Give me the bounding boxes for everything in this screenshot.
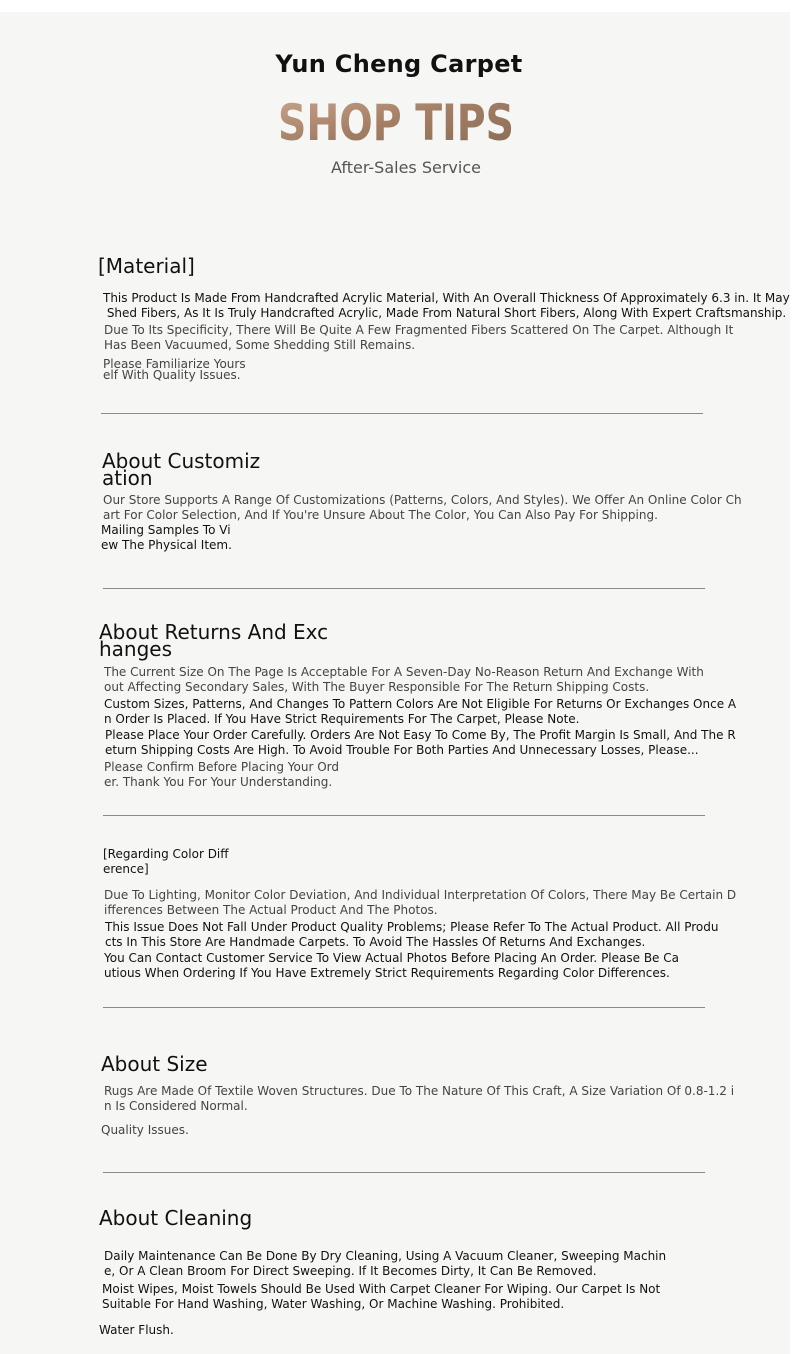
logo-text: SHOP TIPS (278, 94, 514, 152)
section-divider (103, 1172, 705, 1173)
returns-paragraph-3: Please Place Your Order Carefully. Orders Are Not Easy To Come By, The Profit Margin Is Small, And The R eturn Shipping Costs Are High. To Avoid Trouble For Both Parties And Unnecessary Losses, Please... (105, 728, 736, 757)
returns-paragraph-4: Please Confirm Before Placing Your Ord er. Thank You For Your Understanding. (104, 760, 340, 789)
cleaning-paragraph-2: Moist Wipes, Moist Towels Should Be Used With Carpet Cleaner For Wiping. Our Carpet Is Not Suitable For Hand Washing, Water Washing, Or Machine Washing. Prohibited. (102, 1282, 661, 1311)
size-paragraph-2: Quality Issues. (101, 1123, 189, 1137)
section-title-color-difference: [Regarding Color Diff erence] (103, 847, 229, 876)
size-paragraph-1: Rugs Are Made Of Textile Woven Structures. Due To The Nature Of This Craft, A Size Variation Of 0.8-1.2 i n Is Considered Normal. (104, 1084, 735, 1113)
returns-paragraph-1: The Current Size On The Page Is Acceptable For A Seven-Day No-Reason Return And Exchange With out Affecting Secondary Sales, With The Buyer Responsible For The Return Shipping Costs. (104, 665, 704, 694)
page-subtitle: After-Sales Service (331, 158, 481, 177)
section-title-cleaning: About Cleaning (99, 1206, 253, 1230)
cleaning-paragraph-3: Water Flush. (99, 1323, 174, 1337)
returns-paragraph-2: Custom Sizes, Patterns, And Changes To Pattern Colors Are Not Eligible For Returns Or Exchanges Once A n Order Is Placed. If You Have Strict Requirements For The Carpet, Please Note. (104, 697, 737, 726)
shop-tips-logo (276, 80, 516, 152)
material-paragraph-2: Due To Its Specificity, There Will Be Quite A Few Fragmented Fibers Scattered On The Carpet. Although It Has Been Vacuumed, Some Shedding Still Remains. (104, 323, 734, 352)
material-paragraph-3: Please Familiarize Yours elf With Quality Issues. (103, 357, 246, 382)
section-divider (103, 588, 705, 589)
section-title-size: About Size (101, 1052, 208, 1076)
section-divider (103, 815, 705, 816)
cleaning-paragraph-1: Daily Maintenance Can Be Done By Dry Cleaning, Using A Vacuum Cleaner, Sweeping Machin e, Or A Clean Broom For Direct Sweeping. If It Becomes Dirty, It Can Be Removed. (104, 1249, 667, 1278)
section-title-returns: About Returns And Exc hanges (99, 620, 329, 661)
color-paragraph-1: Due To Lighting, Monitor Color Deviation, And Individual Interpretation Of Colors, There May Be Certain D ifferences Between The Actual Product And The Photos. (104, 888, 737, 917)
material-paragraph-1: This Product Is Made From Handcrafted Acrylic Material, With An Overall Thickness Of Approximately 6.3 in. It May Shed Fibers, As It Is Truly Handcrafted Acrylic, Made From Natural Short Fibers, Along With Expert Craftsmanship. (103, 291, 790, 320)
customization-paragraph-1: Our Store Supports A Range Of Customizations (Patterns, Colors, And Styles). We Offer An Online Color Ch art For Color Selection, And If You're Unsure About The Color, You Can Also Pay For Shipping. (103, 493, 742, 522)
section-divider (101, 413, 703, 414)
section-divider (103, 1007, 705, 1008)
customization-paragraph-2: Mailing Samples To Vi ew The Physical Item. (101, 523, 232, 552)
section-title-material: [Material] (98, 254, 195, 278)
color-paragraph-2: This Issue Does Not Fall Under Product Quality Problems; Please Refer To The Actual Product. All Produ cts In This Store Are Handmade Carpets. To Avoid The Hassles Of Returns And Exchanges. (105, 920, 719, 949)
brand-name: Yun Cheng Carpet (275, 50, 523, 78)
section-title-customization: About Customiz ation (102, 449, 261, 490)
color-paragraph-3: You Can Contact Customer Service To View Actual Photos Before Placing An Order. Please Be Ca utious When Ordering If You Have Extremely Strict Requirements Regarding Color Differences. (104, 951, 679, 980)
